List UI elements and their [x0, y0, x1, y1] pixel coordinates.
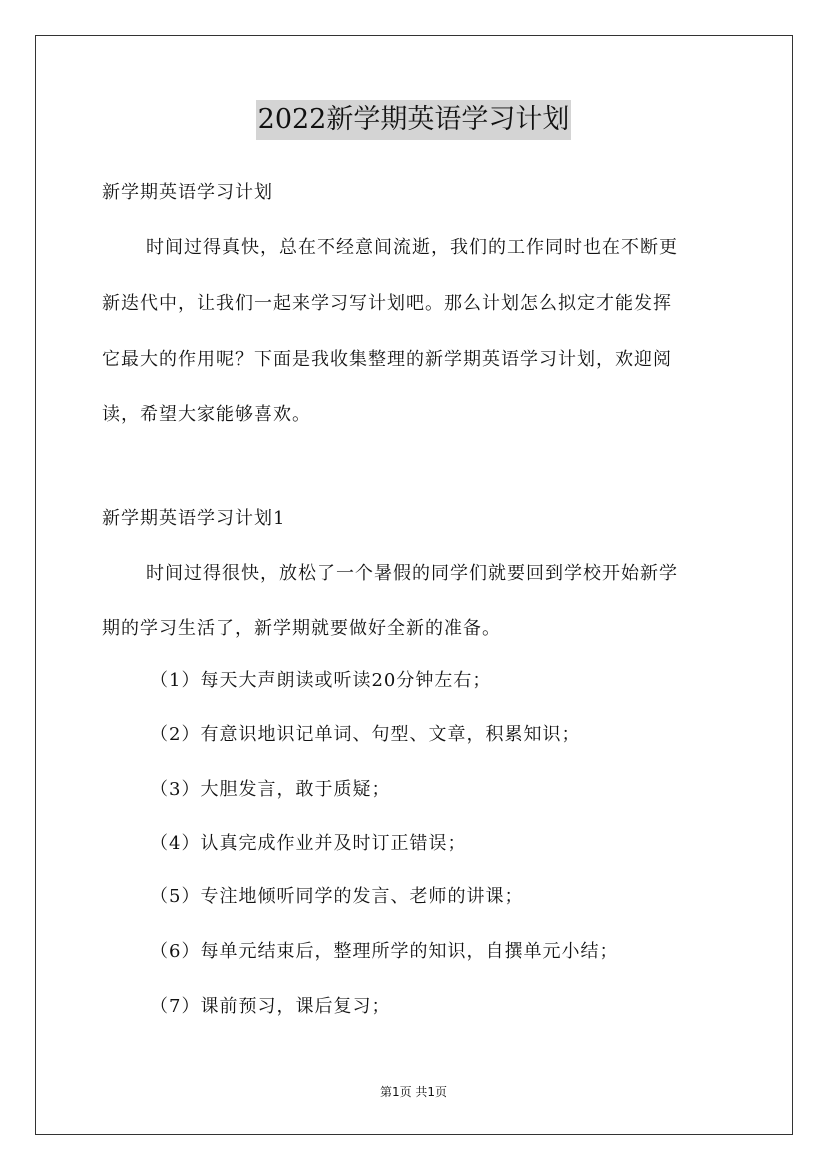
- intro-line: 新迭代中，让我们一起来学习写计划吧。那么计划怎么拟定才能发挥: [102, 293, 672, 314]
- section-heading: 新学期英语学习计划1: [102, 508, 286, 529]
- section-line: 期的学习生活了，新学期就要做好全新的准备。: [102, 618, 501, 639]
- list-item: （5）专注地倾听同学的发言、老师的讲课；: [150, 886, 524, 907]
- intro-line: 时间过得真快，总在不经意间流逝，我们的工作同时也在不断更: [146, 237, 678, 258]
- document-title-container: [0, 100, 827, 140]
- intro-line: 读，希望大家能够喜欢。: [102, 404, 311, 425]
- section-line: 时间过得很快，放松了一个暑假的同学们就要回到学校开始新学: [146, 563, 678, 584]
- list-item: （2）有意识地识记单词、句型、文章，积累知识；: [150, 724, 581, 745]
- list-item: （6）每单元结束后，整理所学的知识，自撰单元小结；: [150, 941, 619, 962]
- list-item: （1）每天大声朗读或听读20分钟左右；: [150, 670, 492, 691]
- list-item: （3）大胆发言，敢于质疑；: [150, 779, 391, 800]
- document-subtitle: 新学期英语学习计划: [102, 182, 273, 203]
- page-footer: 第1页 共1页: [379, 1085, 448, 1099]
- document-title: 2022新学期英语学习计划: [256, 100, 572, 140]
- intro-line: 它最大的作用呢？下面是我收集整理的新学期英语学习计划，欢迎阅: [102, 349, 672, 370]
- list-item: （4）认真完成作业并及时订正错误；: [150, 833, 467, 854]
- list-item: （7）课前预习，课后复习；: [150, 996, 391, 1017]
